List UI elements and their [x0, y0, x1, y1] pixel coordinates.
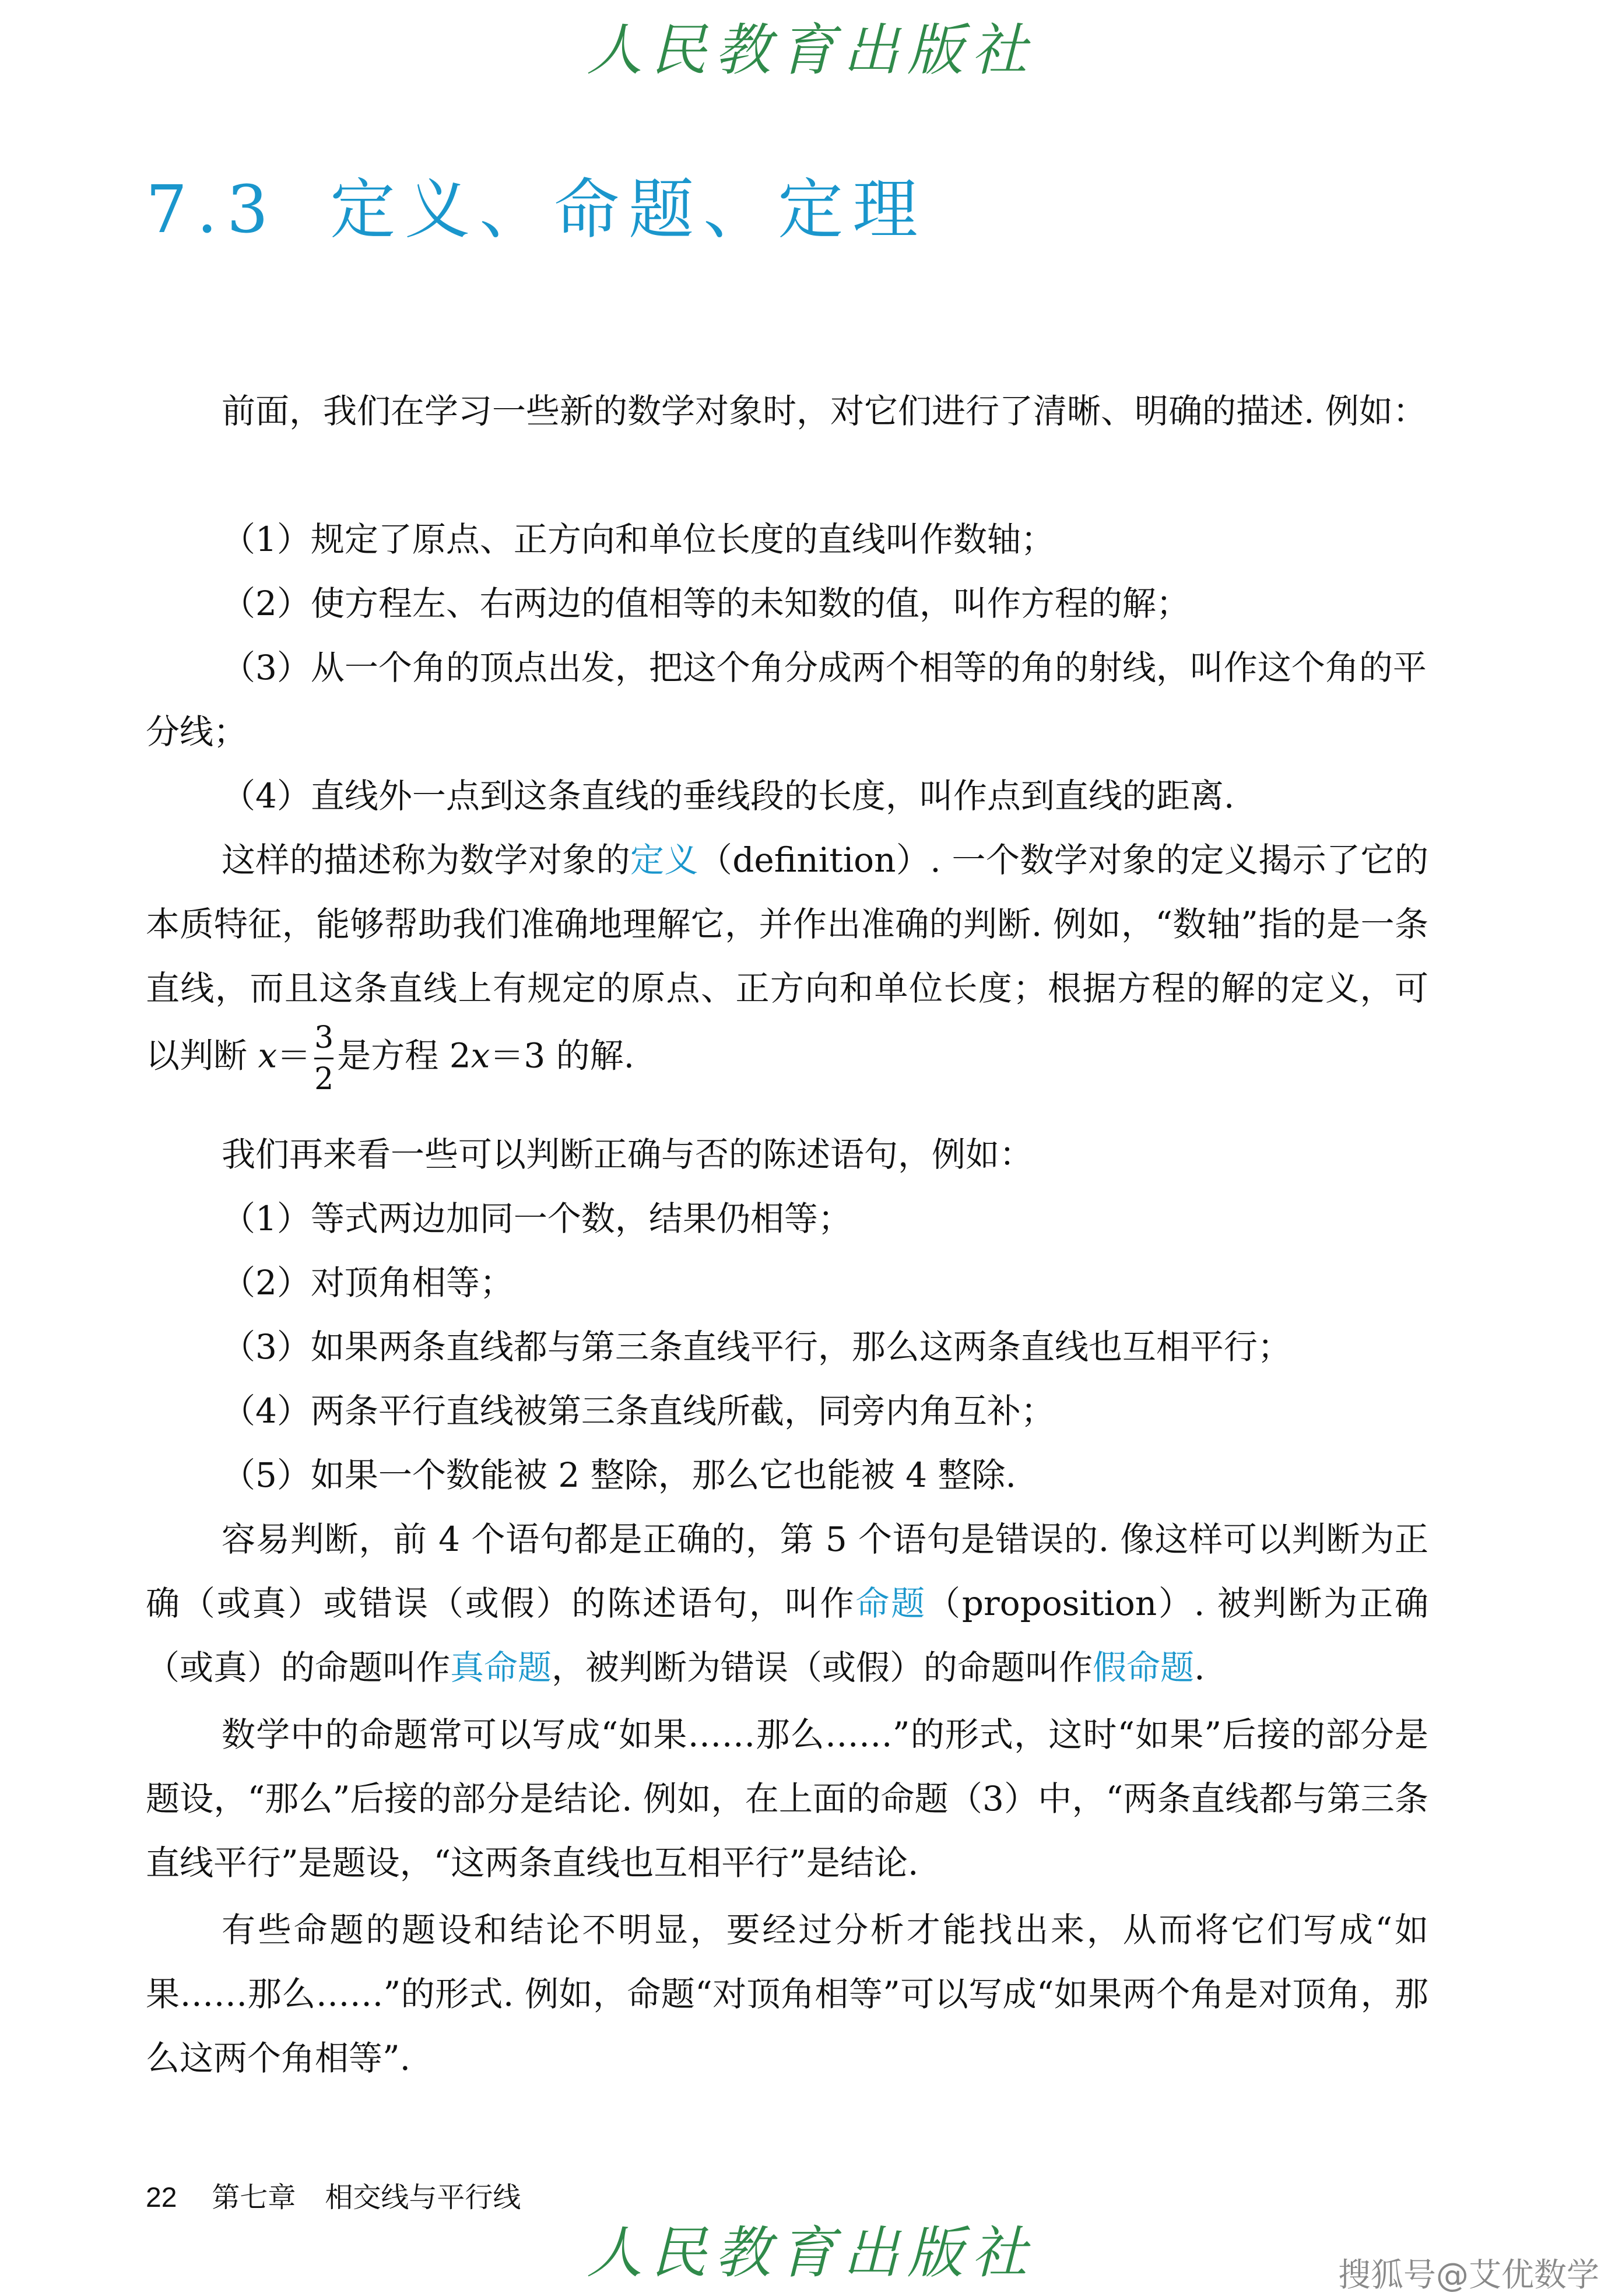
- definition-paragraph: 这样的描述称为数学对象的定义（definition）. 一个数学对象的定义揭示了它的本质特征，能够帮助我们准确地理解它，并作出准确的判断. 例如，“数轴”指的是一条直线，而且这条直线上有规定的原点、正方向和单位长度；根据方程的解的定义，可以判断 x＝ $\frac{3}{2}$ 是方程 2x＝3 的解.: [146, 840, 1428, 1097]
- chapter-label: 第七章: [212, 2181, 296, 2214]
- page-number: 22: [146, 2182, 177, 2213]
- if-then-paragraph: 数学中的命题常可以写成“如果……那么……”的形式，这时“如果”后接的部分是题设，“那么”后接的部分是结论. 例如，在上面的命题（3）中，“两条直线都与第三条直线平行”是题设，“这两条直线也互相平行”是结论.: [146, 1715, 1428, 1883]
- definition-example-2: （2）使方程左、右两边的值相等的未知数的值，叫作方程的解；: [222, 584, 1190, 623]
- term-definition: 定义: [630, 840, 698, 880]
- watermark: 搜狐号@艾优数学: [1338, 2256, 1599, 2294]
- statement-2: （2）对顶角相等；: [222, 1263, 514, 1303]
- publisher-logo-top: 人民教育出版社: [587, 17, 1035, 83]
- term-true-proposition: 真命题: [450, 1648, 552, 1687]
- fraction-numerator: 3: [314, 1020, 334, 1055]
- definition-example-4: （4）直线外一点到这条直线的垂线段的长度，叫作点到直线的距离.: [222, 776, 1235, 816]
- statement-3: （3）如果两条直线都与第三条直线平行，那么这两条直线也互相平行；: [222, 1327, 1291, 1367]
- proposition-paragraph: 容易判断，前 4 个语句都是正确的，第 5 个语句是错误的. 像这样可以判断为正确（或真）或错误（或假）的陈述语句，叫作命题（proposition）. 被判断为正确（或真）的命题叫作真命题，被判断为错误（或假）的命题叫作假命题.: [146, 1519, 1428, 1687]
- term-proposition: 命题: [855, 1584, 927, 1623]
- fraction: [314, 1020, 333, 1097]
- section-title-text: 定义、命题、定理: [330, 172, 928, 248]
- math-variable: x: [258, 1035, 278, 1076]
- section-number: 7.3: [146, 172, 278, 248]
- statements-intro: 我们再来看一些可以判断正确与否的陈述语句，例如：: [222, 1135, 1034, 1174]
- statement-4: （4）两条平行直线被第三条直线所截，同旁内角互补；: [222, 1391, 1055, 1431]
- definition-example-3: （3）从一个角的顶点出发，把这个角分成两个相等的角的射线，叫作这个角的平分线；: [146, 648, 1427, 752]
- definition-example-1: （1）规定了原点、正方向和单位长度的直线叫作数轴；: [222, 519, 1055, 559]
- hidden-structure-paragraph: 有些命题的题设和结论不明显，要经过分析才能找出来，从而将它们写成“如果……那么……”的形式. 例如，命题“对顶角相等”可以写成“如果两个角是对顶角，那么这两个角相等”.: [146, 1910, 1428, 2078]
- math-variable-2: x: [471, 1035, 490, 1076]
- section-title: [146, 157, 927, 251]
- publisher-logo-bottom: 人民教育出版社: [587, 2220, 1035, 2286]
- chapter-title: 相交线与平行线: [325, 2181, 521, 2214]
- intro-paragraph: 前面，我们在学习一些新的数学对象时，对它们进行了清晰、明确的描述. 例如：: [222, 391, 1427, 431]
- fraction-denominator: 2: [314, 1062, 334, 1097]
- statement-5: （5）如果一个数能被 2 整除，那么它也能被 4 整除.: [222, 1455, 1016, 1495]
- statement-1: （1）等式两边加同一个数，结果仍相等；: [222, 1199, 852, 1238]
- term-false-proposition: 假命题: [1093, 1648, 1195, 1687]
